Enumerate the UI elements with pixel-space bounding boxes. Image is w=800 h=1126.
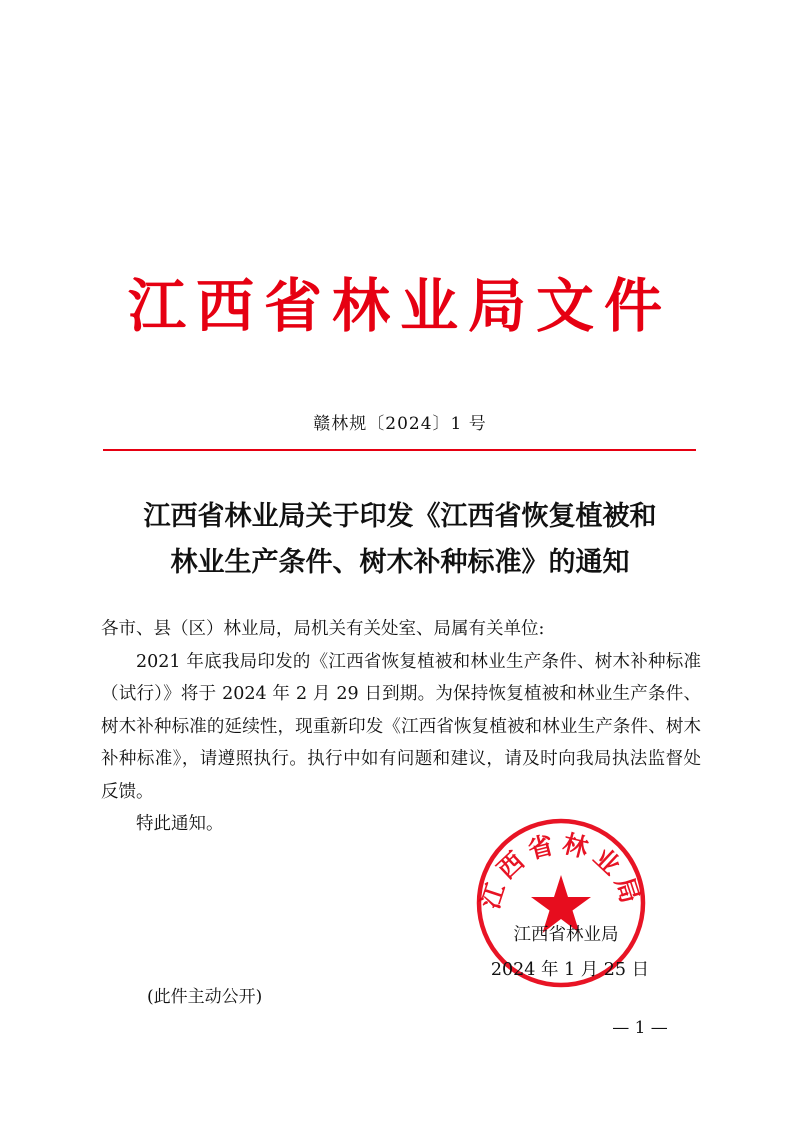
issue-date: 2024 年 1 月 25 日: [490, 960, 650, 980]
notice-title: [0, 494, 800, 586]
issuer-name: 江西省林业局: [513, 925, 619, 945]
notice-title-line-2: 林业生产条件、树木补种标准》的通知: [170, 547, 630, 578]
red-divider-line: [103, 449, 696, 451]
body-paragraph: 2021 年底我局印发的《江西省恢复植被和林业生产条件、树木补种标准（试行）》将于 2024 年 2 月 29 日到期。为保持恢复植被和林业生产条件、树木补种标准的延续性，现重新印发《江西省恢复植被和林业生产条件、树木补种标准》，请遵照执行。执行中如有问题和建议，请及时向我局执法监督处反馈。: [101, 651, 701, 802]
salutation: 各市、县（区）林业局，局机关有关处室、局属有关单位:: [101, 619, 545, 639]
public-disclosure-note: (此件主动公开): [147, 987, 263, 1007]
document-number: 赣林规〔2024〕1 号: [313, 414, 487, 434]
svg-text:江西省林业局: 江西省林业局: [475, 828, 647, 913]
document-header-title: 江西省林业局文件: [127, 272, 672, 340]
page-number: — 1 —: [612, 1018, 668, 1038]
closing-line: 特此通知。: [136, 814, 224, 834]
notice-body: [101, 613, 701, 841]
notice-title-line-1: 江西省林业局关于印发《江西省恢复植被和: [143, 501, 657, 532]
